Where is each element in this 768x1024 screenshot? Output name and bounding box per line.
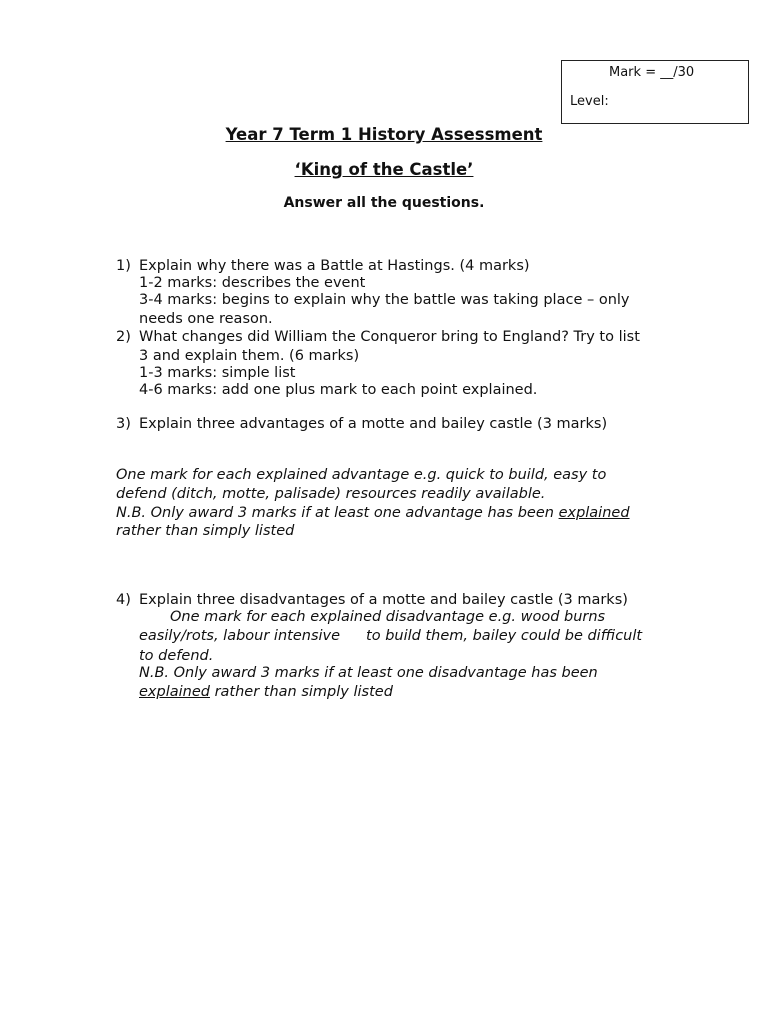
- q4-guide-b1: easily/rots, labour intensive: [139, 628, 341, 644]
- q4-nb-b: [139, 684, 393, 700]
- q3-guide-a: One mark for each explained advantage e.g. quick to build, easy to: [116, 467, 607, 483]
- q3-nb: [116, 505, 630, 521]
- q1-band2a: 3-4 marks: begins to explain why the battle was taking place – only: [139, 292, 630, 308]
- q3-guide-b: defend (ditch, motte, palisade) resources readily available.: [116, 486, 546, 502]
- q2-number: 2): [116, 329, 131, 345]
- q3-nb-end: rather than simply listed: [116, 523, 295, 539]
- q2-band2: 4-6 marks: add one plus mark to each point explained.: [139, 382, 538, 398]
- page-subtitle: ‘King of the Castle’: [294, 160, 474, 179]
- page-title: Year 7 Term 1 History Assessment: [225, 125, 543, 144]
- q3-nb-emphasis: explained: [558, 505, 630, 521]
- q1-number: 1): [116, 258, 131, 274]
- q3-number: 3): [116, 416, 131, 432]
- q4-guide-c: to defend.: [139, 648, 214, 664]
- q3-text: Explain three advantages of a motte and bailey castle (3 marks): [139, 416, 608, 432]
- q1-band2b: needs one reason.: [139, 311, 273, 327]
- q4-number: 4): [116, 592, 131, 608]
- q4-nb-text: rather than simply listed: [209, 684, 393, 700]
- q2-band1: 1-3 marks: simple list: [139, 365, 296, 381]
- mark-box: [561, 60, 749, 124]
- q1-band1: 1-2 marks: describes the event: [139, 275, 366, 291]
- instructions: Answer all the questions.: [283, 195, 485, 211]
- q1-text: Explain why there was a Battle at Hastings. (4 marks): [139, 258, 530, 274]
- q3-nb-text: N.B. Only award 3 marks if at least one advantage has been: [116, 505, 559, 521]
- q4-guide-b: [139, 628, 642, 644]
- q4-nb-a: N.B. Only award 3 marks if at least one disadvantage has been: [139, 665, 598, 681]
- q2-text-b: 3 and explain them. (6 marks): [139, 348, 360, 364]
- q2-text-a: What changes did William the Conqueror bring to England? Try to list: [139, 329, 640, 345]
- q4-text: Explain three disadvantages of a motte and bailey castle (3 marks): [139, 592, 628, 608]
- q4-guide-b2: to build them, bailey could be difficult: [366, 628, 643, 644]
- mark-total: Mark = __/30: [609, 65, 695, 80]
- q4-nb-emphasis: explained: [139, 684, 210, 700]
- q4-guide-a: One mark for each explained disadvantage e.g. wood burns: [170, 609, 606, 625]
- level-label: Level:: [570, 94, 609, 109]
